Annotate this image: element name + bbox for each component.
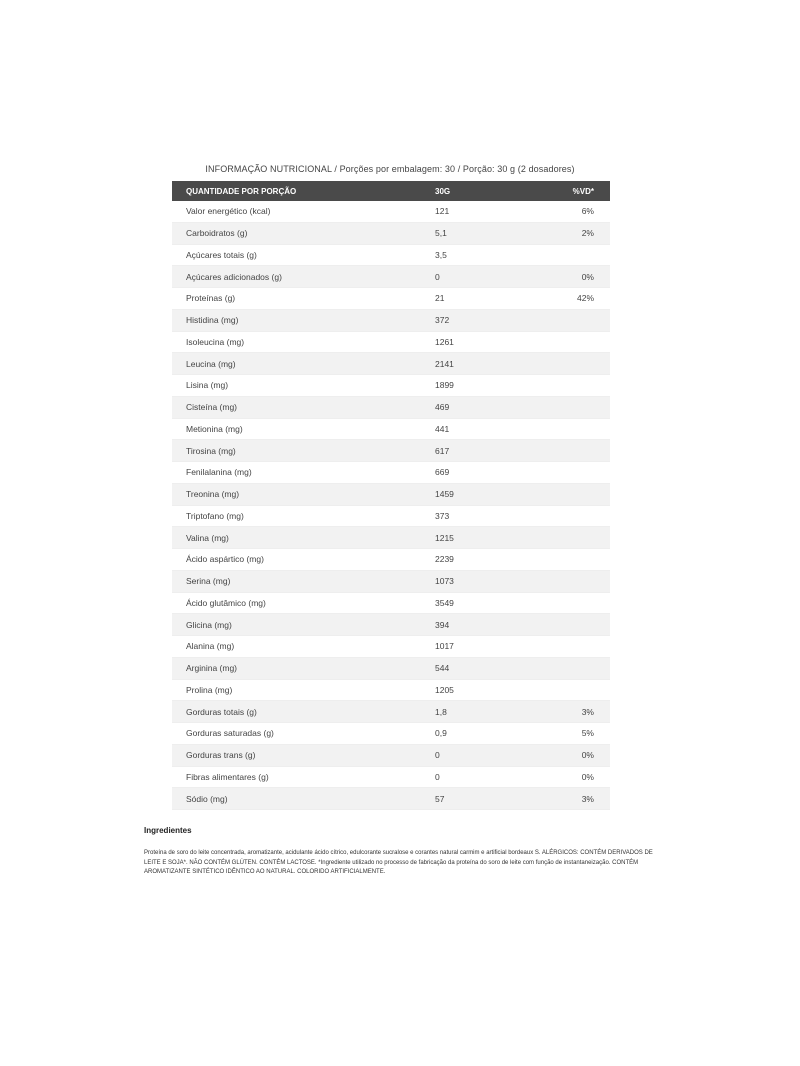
table-row [172,484,610,506]
table-caption: INFORMAÇÃO NUTRICIONAL / Porções por embalagem: 30 / Porção: 30 g (2 dosadores) [205,164,575,174]
nutrient-name: Alanina (mg) [186,641,235,652]
nutrient-amount: 441 [435,423,450,434]
nutrient-amount: 0 [435,750,440,761]
nutrient-amount: 2141 [435,358,454,369]
nutrient-name: Fibras alimentares (g) [186,771,269,782]
table-row [172,223,610,245]
header-quantity: QUANTIDADE POR PORÇÃO [186,186,297,196]
table-row [172,288,610,310]
table-row [172,767,610,789]
table-row [172,701,610,723]
nutrient-name: Arginina (mg) [186,663,238,674]
table-row [172,614,610,636]
nutrient-amount: 394 [435,619,450,630]
table-row [172,680,610,702]
nutrient-amount: 1017 [435,641,454,652]
nutrient-name: Sódio (mg) [186,793,228,804]
table-row [172,658,610,680]
nutrient-name: Valor energético (kcal) [186,206,271,217]
ingredients-text: Proteína de soro do leite concentrada, aromatizante, acidulante ácido cítrico, edulcorante sucralose e corantes natural carmim e artificial bordeaux S. ALÉRGICOS: CONTÉM DERIVADOS DE LEITE E SOJA*. NÃO CONTÉM GLÚTEN. CONTÉM LACTOSE. *Ingrediente utilizado no processo de fabricação da proteína do soro de leite com função de instantaneização. CONTÉM AROMATIZANTE SINTÉTICO IDÊNTICO AO NATURAL. COLORIDO ARTIFICIALMENTE. [144,850,653,875]
nutrient-amount: 669 [435,467,450,478]
table-row [172,723,610,745]
table-row [172,549,610,571]
nutrient-name: Valina (mg) [186,532,229,543]
table-row [172,527,610,549]
table-row [172,788,610,810]
nutrient-daily-value: 3% [581,793,594,804]
table-row [172,245,610,267]
nutrient-amount: 21 [435,293,445,304]
nutrient-name: Glicina (mg) [186,619,232,630]
table-row [172,745,610,767]
nutrient-amount: 5,1 [435,228,447,239]
nutrient-name: Carboidratos (g) [186,228,248,239]
nutrient-daily-value: 0% [581,750,594,761]
nutrient-amount: 1,8 [435,706,447,717]
nutrient-amount: 617 [435,445,450,456]
table-header [172,181,610,201]
nutrient-name: Isoleucina (mg) [186,336,245,347]
nutrient-amount: 57 [435,793,445,804]
nutrient-amount: 121 [435,206,450,217]
nutrient-amount: 372 [435,315,450,326]
nutrient-daily-value: 5% [581,728,594,739]
nutrient-daily-value: 0% [581,771,594,782]
nutrient-name: Gorduras saturadas (g) [186,728,274,739]
nutrition-table [172,181,610,810]
nutrient-name: Fenilalanina (mg) [186,467,252,478]
nutrient-daily-value: 3% [581,706,594,717]
nutrient-amount: 1261 [435,336,454,347]
table-row [172,506,610,528]
table-row [172,201,610,223]
header-portion: 30G [435,186,451,196]
nutrient-name: Açúcares adicionados (g) [186,271,282,282]
ingredients-title: Ingredientes [144,826,192,835]
nutrient-amount: 2239 [435,554,454,565]
nutrient-amount: 544 [435,663,450,674]
table-row [172,397,610,419]
nutrient-amount: 0 [435,771,440,782]
nutrient-daily-value: 2% [581,228,594,239]
table-body [172,201,610,810]
table-row [172,310,610,332]
table-row [172,353,610,375]
nutrient-name: Tirosina (mg) [186,445,236,456]
nutrient-name: Serina (mg) [186,576,231,587]
nutrient-amount: 3,5 [435,249,447,260]
nutrient-amount: 469 [435,402,450,413]
nutrient-daily-value: 6% [581,206,594,217]
nutrient-name: Ácido glutâmico (mg) [186,597,266,608]
table-row [172,375,610,397]
nutrient-name: Treonina (mg) [186,489,240,500]
nutrient-daily-value: 42% [576,293,594,304]
table-row [172,440,610,462]
table-row [172,462,610,484]
nutrient-amount: 0,9 [435,728,447,739]
nutrient-amount: 373 [435,510,450,521]
nutrient-name: Prolina (mg) [186,684,233,695]
table-row [172,593,610,615]
nutrient-name: Histidina (mg) [186,315,239,326]
nutrient-name: Metionina (mg) [186,423,243,434]
nutrient-name: Proteínas (g) [186,293,236,304]
nutrient-name: Lisina (mg) [186,380,229,391]
table-row [172,332,610,354]
nutrient-amount: 1899 [435,380,454,391]
table-row [172,636,610,658]
nutrient-name: Triptofano (mg) [186,510,244,521]
nutrient-name: Leucina (mg) [186,358,236,369]
nutrient-name: Gorduras trans (g) [186,750,256,761]
nutrient-amount: 0 [435,271,440,282]
nutrient-amount: 1073 [435,576,454,587]
table-row [172,571,610,593]
nutrient-daily-value: 0% [581,271,594,282]
nutrient-amount: 1459 [435,489,454,500]
nutrient-amount: 1215 [435,532,454,543]
table-row [172,266,610,288]
nutrient-amount: 1205 [435,684,454,695]
table-row [172,419,610,441]
nutrient-name: Gorduras totais (g) [186,706,257,717]
header-daily-value: %VD* [572,186,594,196]
nutrient-name: Açúcares totais (g) [186,249,257,260]
nutrient-name: Ácido aspártico (mg) [186,554,264,565]
nutrient-name: Cisteína (mg) [186,402,238,413]
nutrient-amount: 3549 [435,597,454,608]
